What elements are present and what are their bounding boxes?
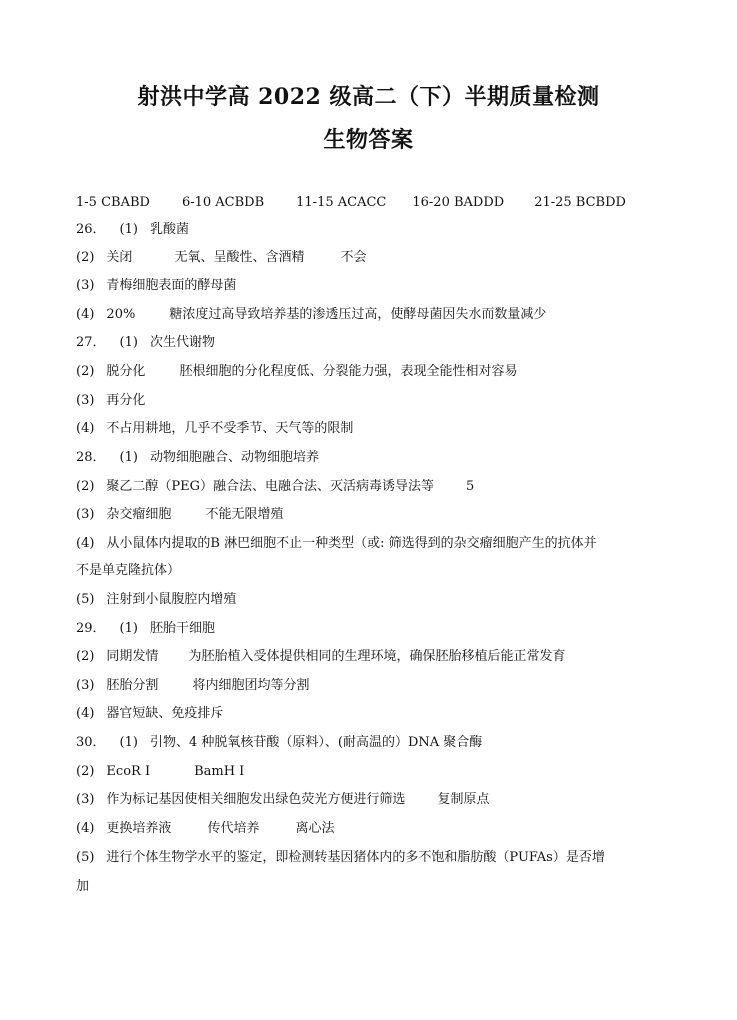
part-number: (3) <box>76 393 95 408</box>
mc-group-3: 11-15 ACACC <box>296 195 387 210</box>
q27-part-2 <box>76 362 676 382</box>
q26-part-3 <box>76 276 676 296</box>
part-number: (5) <box>76 850 95 865</box>
part-number: (3) <box>76 678 95 693</box>
answer-text: 不能无限增殖 <box>205 507 284 522</box>
answer-text: 动物细胞融合、动物细胞培养 <box>149 450 319 465</box>
part-number: (5) <box>76 592 95 607</box>
answer-text: 传代培养 <box>207 821 260 836</box>
q28-part-4 <box>76 534 676 554</box>
mc-group-4: 16-20 BADDD <box>412 195 505 210</box>
q29-part-3 <box>76 676 676 696</box>
q30-part-2 <box>76 762 676 782</box>
document-title: 射洪中学高 2022 级高二（下）半期质量检测 <box>137 84 600 110</box>
q30-part-1 <box>76 733 676 753</box>
part-number: (1) <box>119 222 138 237</box>
answer-text: 5 <box>466 479 475 494</box>
q29-part-1 <box>76 619 676 639</box>
q28-part-3 <box>76 505 676 525</box>
answer-text: 聚乙二醇（PEG）融合法、电融合法、灭活病毒诱导法等 <box>106 479 435 494</box>
part-number: (1) <box>119 735 138 750</box>
q29-part-4 <box>76 704 676 724</box>
answer-text: 从小鼠体内提取的B 淋巴细胞不止一种类型（或: 筛选得到的杂交瘤细胞产生的抗体并 <box>106 536 597 551</box>
q30-part-5 <box>76 848 676 868</box>
answer-text: EcoR I <box>106 764 151 779</box>
part-number: (3) <box>76 278 95 293</box>
answer-text: 更换培养液 <box>106 821 172 836</box>
q30-part-3 <box>76 790 676 810</box>
part-number: (2) <box>76 649 95 664</box>
answer-text: 杂交瘤细胞 <box>106 507 172 522</box>
answer-text: 注射到小鼠腹腔内增殖 <box>106 592 237 607</box>
q30-number: 30． <box>76 735 106 750</box>
answer-text: 20% <box>106 307 136 322</box>
answer-text: 复制原点 <box>437 792 490 807</box>
q29-part-2 <box>76 647 676 667</box>
q28-part-5 <box>76 590 676 610</box>
answer-text: 为胚胎植入受体提供相同的生理环境，确保胚胎移植后能正常发育 <box>188 649 566 664</box>
part-number: (1) <box>119 450 138 465</box>
q28-part-4-continued <box>76 561 676 581</box>
answer-text: 胚胎干细胞 <box>149 621 215 636</box>
mc-group-1: 1-5 CBABD <box>76 195 150 210</box>
answer-text: 将内细胞团均等分割 <box>192 678 310 693</box>
q27-part-1 <box>76 333 676 353</box>
answer-text: 不占用耕地，几乎不受季节、天气等的限制 <box>106 421 354 436</box>
mc-group-2: 6-10 ACBDB <box>181 195 265 210</box>
answer-text: 同期发情 <box>106 649 159 664</box>
answer-text: 胚胎分割 <box>106 678 159 693</box>
answer-text: 糖浓度过高导致培养基的渗透压过高，使酵母菌因失水而数量减少 <box>169 307 547 322</box>
part-number: (2) <box>76 479 95 494</box>
q28-part-1 <box>76 448 676 468</box>
answer-text: BamH I <box>194 764 245 779</box>
answer-text: 青梅细胞表面的酵母菌 <box>106 278 237 293</box>
q28-number: 28． <box>76 450 106 465</box>
answer-text: 加 <box>76 879 90 894</box>
mc-group-5: 21-25 BCBDD <box>534 195 626 210</box>
part-number: (2) <box>76 364 95 379</box>
part-number: (2) <box>76 250 95 265</box>
answer-text: 脱分化 <box>106 364 146 379</box>
answer-text: 作为标记基因使相关细胞发出绿色荧光方便进行筛选 <box>106 792 406 807</box>
answer-text: 不是单克隆抗体） <box>76 563 181 578</box>
answer-text: 关闭 <box>106 250 133 265</box>
q27-part-4 <box>76 419 676 439</box>
q29-number: 29． <box>76 621 106 636</box>
answer-text: 胚根细胞的分化程度低、分裂能力强，表现全能性相对容易 <box>179 364 518 379</box>
part-number: (1) <box>119 621 138 636</box>
multiple-choice-answers <box>76 193 676 213</box>
answer-text: 引物、4 种脱氧核苷酸（原料）、(耐高温的）DNA 聚合酶 <box>149 735 483 750</box>
part-number: (2) <box>76 764 95 779</box>
answer-text: 乳酸菌 <box>149 222 189 237</box>
part-number: (4) <box>76 307 95 322</box>
q26-part-4 <box>76 305 676 325</box>
part-number: (4) <box>76 706 95 721</box>
part-number: (4) <box>76 421 95 436</box>
q26-part-2 <box>76 248 676 268</box>
part-number: (1) <box>119 335 138 350</box>
q30-part-5-continued <box>76 877 676 897</box>
q27-part-3 <box>76 391 676 411</box>
answer-text: 无氧、呈酸性、含酒精 <box>174 250 305 265</box>
document-subtitle: 生物答案 <box>323 127 414 153</box>
answer-text: 离心法 <box>295 821 335 836</box>
answer-text: 器官短缺、免疫排斥 <box>106 706 224 721</box>
q28-part-2 <box>76 477 676 497</box>
part-number: (3) <box>76 792 95 807</box>
q30-part-4 <box>76 819 676 839</box>
q27-number: 27． <box>76 335 106 350</box>
answer-text: 不会 <box>340 250 367 265</box>
q26-number: 26． <box>76 222 106 237</box>
answer-text: 进行个体生物学水平的鉴定，即检测转基因猪体内的多不饱和脂肪酸（PUFAs）是否增 <box>106 850 605 865</box>
part-number: (4) <box>76 821 95 836</box>
part-number: (3) <box>76 507 95 522</box>
answer-text: 再分化 <box>106 393 146 408</box>
answer-text: 次生代谢物 <box>149 335 215 350</box>
part-number: (4) <box>76 536 95 551</box>
q26-part-1 <box>76 220 676 240</box>
